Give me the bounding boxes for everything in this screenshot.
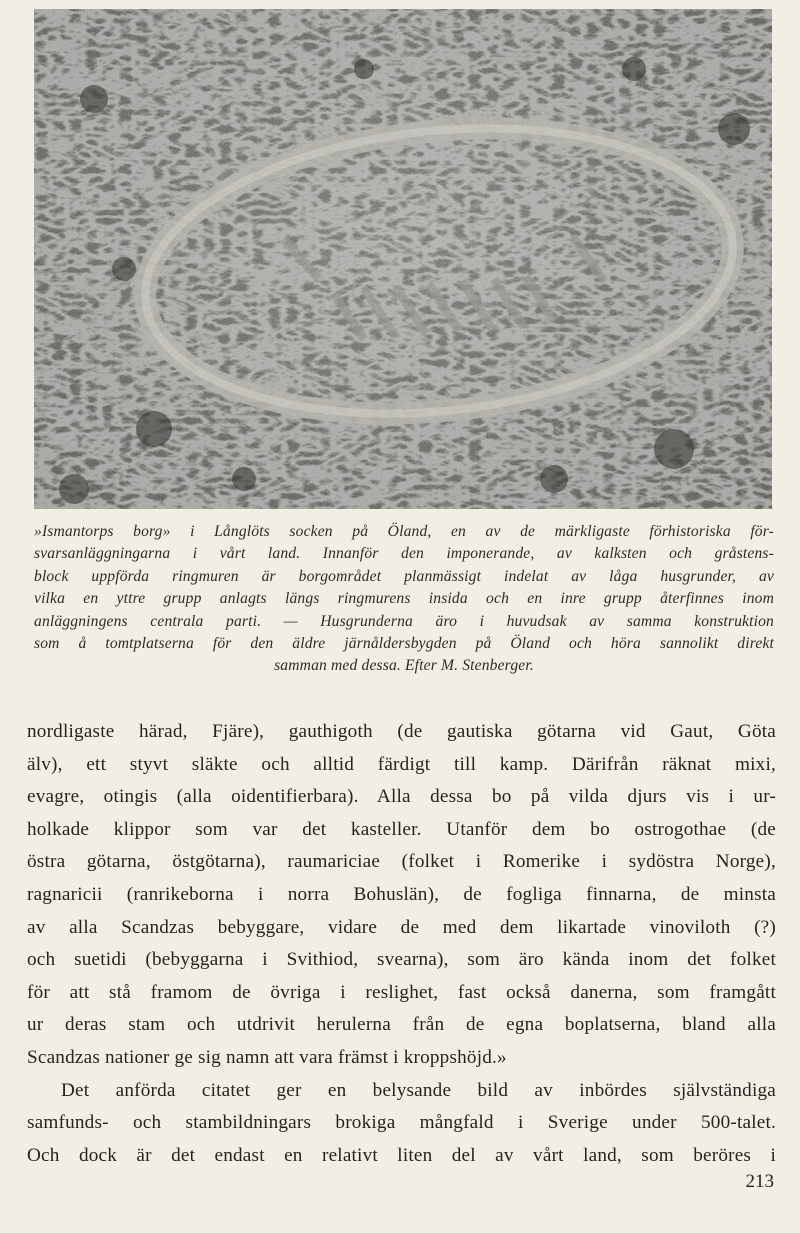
text-line: Och dock är det endast en relativt liten del av vårt land, som beröres i [27, 1144, 776, 1166]
text-line: älv), ett styvt släkte och alltid färdigt till kamp. Därifrån räknat mixi, [27, 753, 776, 775]
aerial-photo [34, 9, 772, 509]
caption-line: vilka en yttre grupp anlagts längs ringmurens insida och en inre grupp återfinnes inom [34, 590, 774, 608]
text-line: östra götarna, östgötarna), raumariciae (folket i Romerike i sydöstra Norge), [27, 851, 776, 873]
text-line: ragnaricii (ranrikeborna i norra Bohuslän), de fogliga finnarna, de minsta [27, 883, 776, 905]
text-line: av alla Scandzas bebyggare, vidare de med dem likartade vinoviloth (?) [27, 916, 776, 938]
text-line: Det anförda citatet ger en belysande bild av inbördes självständiga [61, 1079, 776, 1101]
caption-line: anläggningens centrala parti. — Husgrunderna äro i huvudsak av samma konstruktion [34, 612, 774, 630]
ring-fort-image [34, 9, 772, 509]
page-number: 213 [745, 1171, 774, 1192]
text-line: samfunds- och stambildningars brokiga mångfald i Sverige under 500-talet. [27, 1112, 776, 1134]
text-line: för att stå framom de övriga i reslighet, fast också danerna, som framgått [27, 981, 776, 1003]
body-text [27, 716, 776, 1172]
text-line: nordligaste härad, Fjäre), gauthigoth (de gautiska götarna vid Gaut, Göta [27, 721, 776, 742]
paragraph-1 [27, 716, 776, 1075]
caption-line: svarsanläggningarna i vårt land. Innanför den imponerande, av kalksten och gråstens- [34, 545, 774, 563]
text-line: holkade klippor som var det kasteller. Utanför dem bo ostrogothae (de [27, 818, 776, 840]
caption-line: »Ismantorps borg» i Långlöts socken på Öland, en av de märkligaste förhistoriska för- [34, 523, 774, 540]
caption-line: samman med dessa. Efter M. Stenberger. [274, 657, 534, 675]
text-line: Scandzas nationer ge sig namn att vara främst i kroppshöjd.» [27, 1046, 507, 1068]
photo-caption [34, 521, 774, 678]
caption-line: block uppförda ringmuren är borgområdet planmässigt indelat av låga husgrunder, av [34, 567, 774, 585]
paragraph-2 [27, 1075, 776, 1173]
text-line: ur deras stam och utdrivit herulerna från de egna boplatserna, bland alla [27, 1014, 776, 1036]
text-line: och suetidi (bebyggarna i Svithiod, svearna), som äro kända inom det folket [27, 949, 776, 971]
text-line: evagre, otingis (alla oidentifierbara). Alla dessa bo på vilda djurs vis i ur- [27, 786, 776, 808]
caption-line: som å tomtplatserna för den äldre järnåldersbygden på Öland och höra sannolikt direkt [34, 635, 774, 653]
